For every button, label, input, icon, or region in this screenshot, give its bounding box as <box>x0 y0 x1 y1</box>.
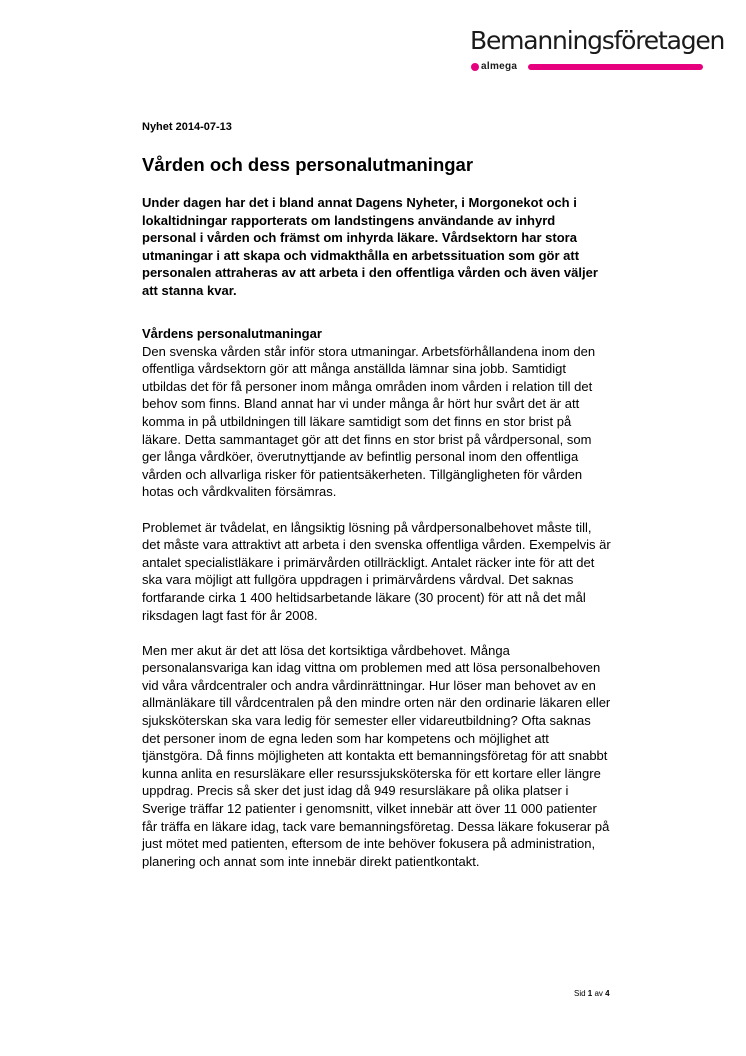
body-paragraph: Problemet är tvådelat, en långsiktig lösning på vårdpersonalbehovet måste till, det måste vara attraktivt att arbeta i den svenska offentliga vården. Exempelvis är antalet specialistläkare i primärvården otillräckligt. Antalet räcker inte för att det ska vara möjligt att fullgöra uppdragen i primärvårdens vårdval. Det saknas fortfarande cirka 1 400 heltidsarbetande läkare (30 procent) för att nå det mål riksdagen lagt fast för år 2008. <box>142 519 611 623</box>
body-paragraph: Men mer akut är det att lösa det kortsiktiga vårdbehovet. Många personalansvariga kan idag vittna om problemen med att lösa personalbehoven vid våra vårdcentraler och andra vårdinrättningar. Hur löser man behovet av en allmänläkare till vårdcentralen på den mindre orten när den ordinarie läkaren eller sjuksköterskan ska vara ledig för semester eller vidareutbildning? Ofta saknas det personer inom de egna leden som har kompetens och möjlighet att tjänstgöra. Då finns möjligheten att kontakta ett bemanningsföretag för att snabbt kunna anlita en resursläkare eller resurssjuksköterska för ett kortare eller längre uppdrag. Precis så sker det just idag då 949 resursläkare på olika platser i Sverige träffar 12 patienter i genomsnitt, vilket innebär att över 11 000 patienter får träffa en läkare idag, tack vare bemanningsföretag. Dessa läkare fokuserar på just mötet med patienten, eftersom de inte behöver fokusera på administration, planering och annat som inte innebär direkt patientkontakt. <box>142 642 611 869</box>
article-title: Vården och dess personalutmaningar <box>142 154 474 175</box>
article-body <box>142 325 612 888</box>
page-prefix: Sid <box>574 989 586 998</box>
logo-bar <box>528 64 703 70</box>
logo-wordmark: Bemanningsföretagen <box>470 26 725 55</box>
company-logo <box>466 26 725 76</box>
page-total: 4 <box>605 989 610 998</box>
page-number <box>574 989 610 999</box>
page-current: 1 <box>587 989 593 998</box>
section-heading: Vårdens personalutmaningar <box>142 326 322 341</box>
news-date: Nyhet 2014-07-13 <box>142 121 232 133</box>
body-paragraph: Den svenska vården står inför stora utmaningar. Arbetsförhållandena inom den offentliga vårdsektorn gör att många anställda lämnar sina jobb. Samtidigt utbildas det för få personer inom många områden inom vården i relation till det behov som finns. Bland annat har vi under många år hört hur svårt det är att komma in på utbildningen till läkare samtidigt som det finns en stor brist på läkare. Detta sammantaget gör att det finns en stor brist på vårdpersonal, som ger långa vårdköer, överutnyttjande av befintlig personal inom den offentliga vården och allvarliga risker för patientsäkerheten. Tillgängligheten för vården hotas och vårdkvaliten försämras. <box>142 343 596 500</box>
logo-almega-text: almega <box>481 61 518 72</box>
page-separator: av <box>594 989 603 998</box>
article-lead: Under dagen har det i bland annat Dagens Nyheter, i Morgonekot och i lokaltidningar rapporterats om landstingens användande av inhyrd personal i vården och främst om inhyrda läkare. Vårdsektorn har stora utmaningar i att skapa och vidmakthålla en arbetssituation som gör att personalen attraheras av att arbeta i den offentliga vården och även väljer att stanna kvar. <box>142 195 598 298</box>
logo-dot <box>471 63 479 71</box>
